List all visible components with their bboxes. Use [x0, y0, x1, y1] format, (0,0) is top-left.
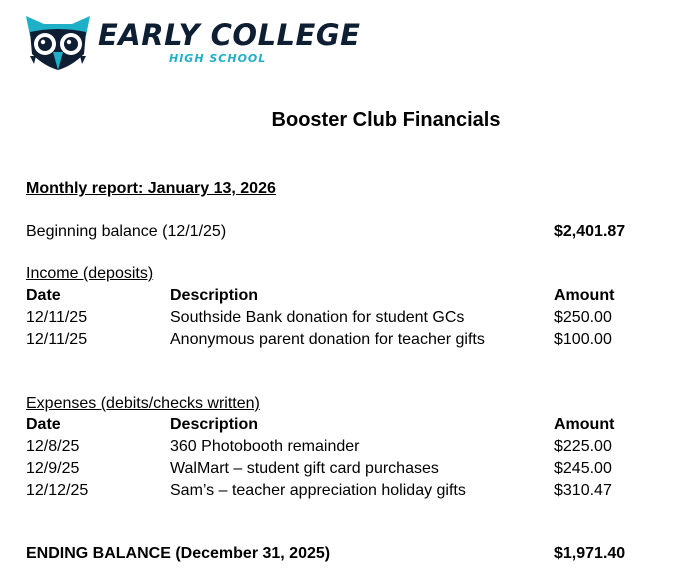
income-heading: Income (deposits) [26, 265, 154, 282]
expenses-heading: Expenses (debits/checks written) [26, 395, 260, 412]
expense-row-amount: $245.00 [554, 460, 612, 477]
income-row-amount: $100.00 [554, 331, 612, 348]
expense-row-date: 12/8/25 [26, 438, 80, 455]
owl-icon [26, 14, 90, 72]
logo-name: EARLY COLLEGE [98, 18, 361, 52]
expense-row-description: WalMart – student gift card purchases [170, 460, 439, 477]
beginning-balance-label: Beginning balance (12/1/25) [26, 223, 227, 240]
income-row-amount: $250.00 [554, 309, 612, 326]
income-col-description: Description [170, 287, 259, 304]
expense-row-amount: $310.47 [554, 482, 612, 499]
ending-balance-label: ENDING BALANCE (December 31, 2025) [26, 545, 331, 562]
expense-row-amount: $225.00 [554, 438, 612, 455]
expense-row-date: 12/12/25 [26, 482, 89, 499]
expenses-col-date: Date [26, 416, 61, 433]
expenses-col-description: Description [170, 416, 259, 433]
income-row-date: 12/11/25 [26, 309, 88, 326]
expense-row-description: 360 Photobooth remainder [170, 438, 360, 455]
expenses-col-amount: Amount [554, 416, 615, 433]
income-row-description: Anonymous parent donation for teacher gifts [170, 331, 485, 348]
income-col-amount: Amount [554, 287, 615, 304]
beginning-balance-amount: $2,401.87 [554, 223, 626, 240]
expense-row-description: Sam’s – teacher appreciation holiday gifts [170, 482, 466, 499]
page-title: Booster Club Financials [271, 109, 501, 131]
ending-balance-amount: $1,971.40 [554, 545, 626, 562]
school-logo [26, 14, 361, 72]
expense-row-date: 12/9/25 [26, 460, 80, 477]
logo-subtitle: HIGH SCHOOL [169, 52, 267, 65]
income-col-date: Date [26, 287, 61, 304]
report-heading: Monthly report: January 13, 2026 [26, 180, 276, 197]
income-row-description: Southside Bank donation for student GCs [170, 309, 465, 326]
income-row-date: 12/11/25 [26, 331, 88, 348]
